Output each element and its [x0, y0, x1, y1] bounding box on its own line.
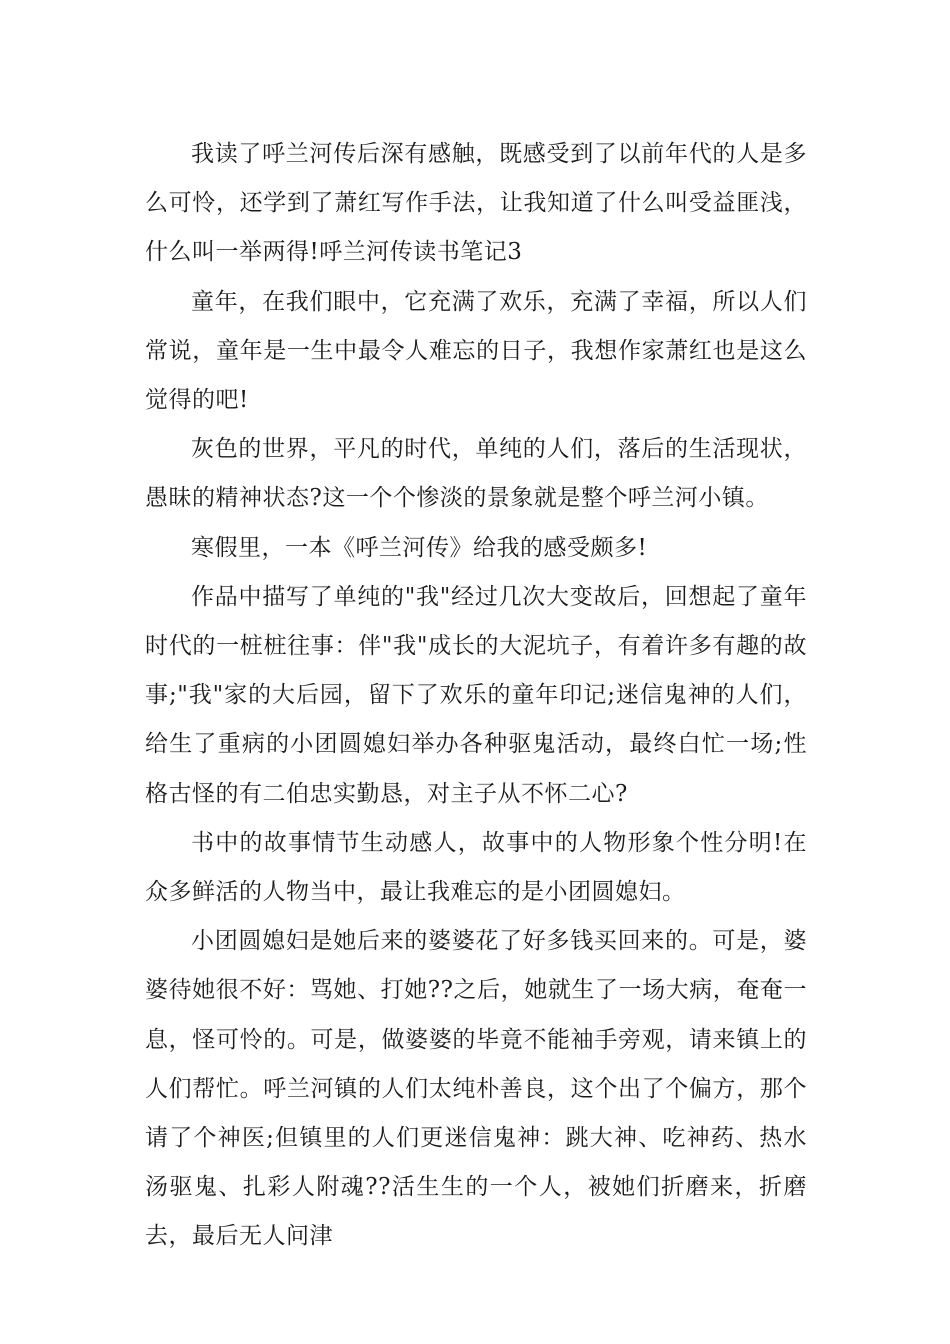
paragraph-4: 寒假里，一本《呼兰河传》给我的感受颇多!	[191, 534, 648, 561]
paragraph-2: 童年，在我们眼中，它充满了欢乐，充满了幸福，所以人们常说，童年是一生中最令人难忘的日子，我想作家萧红也是这么觉得的吧!	[145, 288, 807, 414]
paragraph-3: 灰色的世界，平凡的时代，单纯的人们，落后的生活现状，愚昧的精神状态?这一个个惨淡的景象就是整个呼兰河小镇。	[145, 436, 807, 512]
document-body	[145, 130, 807, 1262]
paragraph-5: 作品中描写了单纯的"我"经过几次大变故后，回想起了童年时代的一桩桩往事：伴"我"成长的大泥坑子，有着许多有趣的故事;"我"家的大后园，留下了欢乐的童年印记;迷信鬼神的人们，给生了重病的小团圆媳妇举办各种驱鬼活动，最终白忙一场;性格古怪的有二伯忠实勤恳，对主子从不怀二心?	[145, 583, 807, 807]
paragraph-6: 书中的故事情节生动感人，故事中的人物形象个性分明!在众多鲜活的人物当中，最让我难忘的是小团圆媳妇。	[145, 829, 807, 906]
paragraph-7: 小团圆媳妇是她后来的婆婆花了好多钱买回来的。可是，婆婆待她很不好：骂她、打她??之后，她就生了一场大病，奄奄一息，怪可怜的。可是，做婆婆的毕竟不能袖手旁观，请来镇上的人们帮忙。呼兰河镇的人们太纯朴善良，这个出了个偏方，那个请了个神医;但镇里的人们更迷信鬼神：跳大神、吃神药、热水汤驱鬼、扎彩人附魂??活生生的一个人，被她们折磨来，折磨去，最后无人问津	[145, 928, 807, 1250]
paragraph-1: 我读了呼兰河传后深有感触，既感受到了以前年代的人是多么可怜，还学到了萧红写作手法，让我知道了什么叫受益匪浅，什么叫一举两得!呼兰河传读书笔记3	[145, 141, 807, 266]
